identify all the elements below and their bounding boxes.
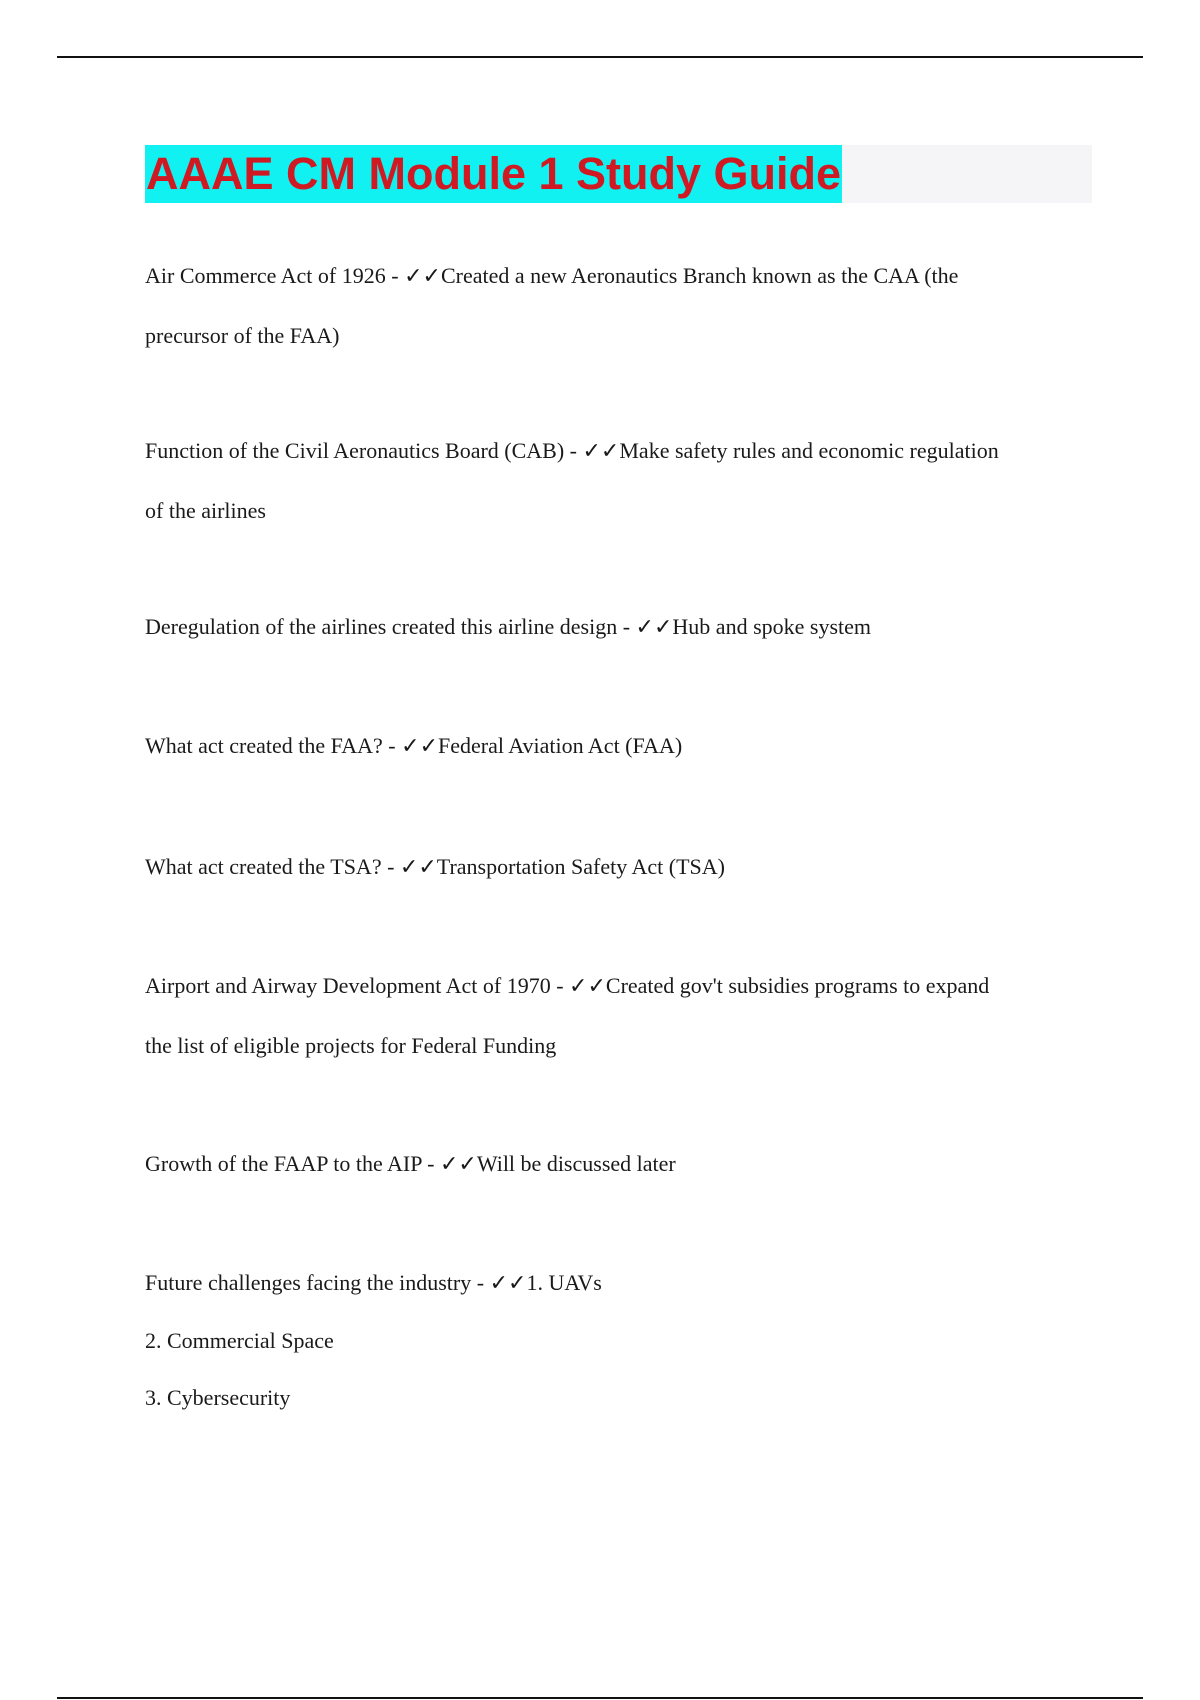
entry-answer: Created a new Aeronautics Branch known as the CAA (the <box>440 263 959 288</box>
entry-answer-continued: precursor of the FAA) <box>145 323 340 348</box>
study-entry <box>145 597 1095 657</box>
double-check-icon: ✓✓ <box>569 974 606 999</box>
entry-question: Airport and Airway Development Act of 1970 - <box>145 973 570 998</box>
entry-answer: Federal Aviation Act (FAA) <box>438 733 683 758</box>
study-entry <box>145 716 1095 776</box>
entry-answer: Make safety rules and economic regulation <box>619 438 999 463</box>
double-check-icon: ✓✓ <box>635 615 673 640</box>
entry-line <box>145 716 1095 776</box>
entry-question: Deregulation of the airlines created this airline design - <box>145 614 636 639</box>
entry-answer: Will be discussed later <box>476 1151 676 1176</box>
study-entry <box>145 837 1095 897</box>
entry-question: Future challenges facing the industry - <box>145 1270 490 1295</box>
entry-line <box>145 597 1095 657</box>
bottom-rule <box>57 1697 1143 1699</box>
entry-question: Function of the Civil Aeronautics Board (CAB) - <box>145 438 583 463</box>
entry-line <box>145 837 1095 897</box>
entry-answer: Created gov't subsidies programs to expand <box>605 973 990 998</box>
double-check-icon: ✓✓ <box>439 1152 477 1177</box>
entry-answer-continued: 3. Cybersecurity <box>145 1385 291 1410</box>
entry-question: Growth of the FAAP to the AIP - <box>145 1151 440 1176</box>
top-rule <box>57 56 1143 58</box>
entry-question: Air Commerce Act of 1926 - <box>145 263 405 288</box>
entry-question: What act created the FAA? - <box>145 733 402 758</box>
entry-answer-continued: of the airlines <box>145 498 266 523</box>
study-entry <box>145 1134 1095 1194</box>
study-entry <box>145 956 1095 1075</box>
page-title: AAAE CM Module 1 Study Guide <box>145 145 842 203</box>
entry-answer-continued: the list of eligible projects for Federal Funding <box>145 1033 557 1058</box>
study-entry <box>145 246 1095 365</box>
entry-answer-continued: 2. Commercial Space <box>145 1328 334 1353</box>
double-check-icon: ✓✓ <box>399 855 437 880</box>
double-check-icon: ✓✓ <box>404 264 441 289</box>
entry-question: What act created the TSA? - <box>145 854 400 879</box>
study-entry <box>145 1254 1095 1426</box>
study-entry <box>145 421 1095 540</box>
entry-answer: 1. UAVs <box>526 1270 602 1295</box>
entry-line <box>145 421 1095 481</box>
entry-answer: Hub and spoke system <box>672 614 872 639</box>
entry-line <box>145 246 1095 306</box>
entry-answer: Transportation Safety Act (TSA) <box>436 854 726 879</box>
double-check-icon: ✓✓ <box>489 1271 527 1296</box>
double-check-icon: ✓✓ <box>582 439 620 464</box>
entry-line <box>145 956 1095 1016</box>
double-check-icon: ✓✓ <box>401 734 439 759</box>
entry-line <box>145 1254 1095 1312</box>
entry-line <box>145 1134 1095 1194</box>
